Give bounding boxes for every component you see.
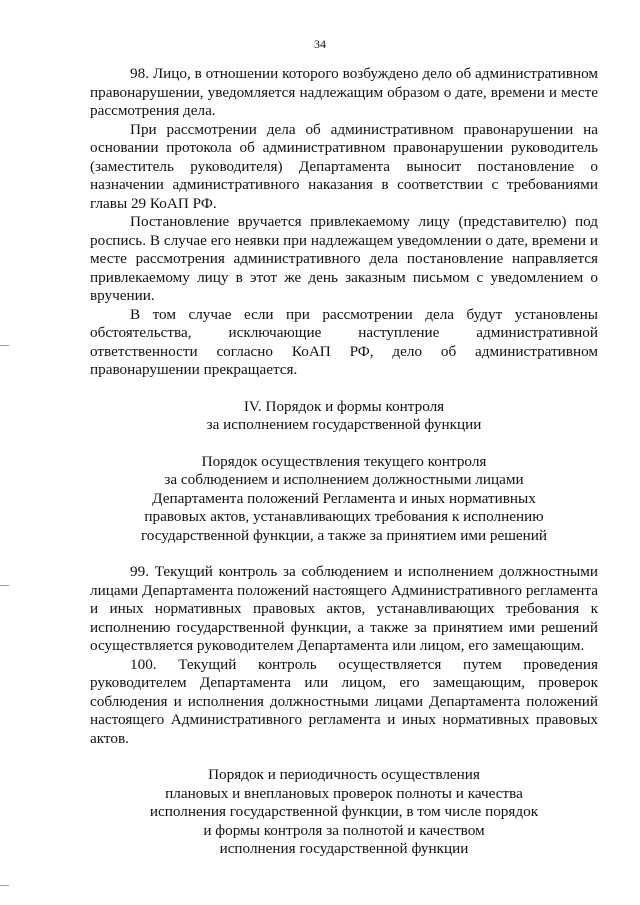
scan-mark (0, 585, 9, 586)
section-heading-line: IV. Порядок и формы контроля (243, 397, 445, 415)
paragraph-98-termination: В том случае если при рассмотрении дела будут установлены обстоятельства, исключающие наступление административной ответственности согласно КоАП РФ, дело об административном правонарушении прекращается. (90, 305, 598, 378)
subheading-line: и формы контроля за полнотой и качеством (203, 821, 485, 839)
subheading-line: Департамента положений Регламента и иных нормативных (152, 489, 536, 507)
subheading-line: правовых актов, устанавливающих требования к исполнению (144, 508, 544, 525)
section-heading-iv (90, 398, 598, 435)
paragraph-100: 100. Текущий контроль осуществляется путем проведения руководителем Департамента или лицом, его замещающим, проверок соблюдения и исполнения должностными лицами Департамента положений настоящего Административного регламента и иных нормативных правовых актов. (90, 655, 598, 747)
subheading-line: исполнения государственной функции (219, 840, 469, 857)
scan-mark (0, 345, 9, 346)
paragraph-98: 98. Лицо, в отношении которого возбуждено дело об административном правонарушении, уведомляется надлежащим образом о дате, времени и месте рассмотрения дела. (90, 65, 598, 119)
paragraph-98-delivery: Постановление вручается привлекаемому лицу (представителю) под роспись. В случае его неявки при надлежащем уведомлении о дате, времени и месте рассмотрения административного дела постановление направляется привлекаемому лицу в этот же день заказным письмом с уведомлением о вручении. (90, 213, 598, 304)
subheading-line: за соблюдением и исполнением должностными лицами (164, 471, 524, 488)
section-heading-line: за исполнением государственной функции (206, 416, 482, 433)
scan-mark (0, 885, 9, 886)
paragraph-98-decision: При рассмотрении дела об административном правонарушении на основании протокола об административном правонарушении руководитель (заместитель руководителя) Департамента выносит постановление о назначении административного наказания в соответствии с требованиями главы 29 КоАП РФ. (90, 120, 598, 212)
subheading-line: исполнения государственной функции, в том числе порядок (149, 803, 539, 820)
subheading-line: Порядок осуществления текущего контроля (201, 452, 487, 470)
subheading-periodicity (90, 766, 598, 859)
paragraph-99: 99. Текущий контроль за соблюдением и исполнением должностными лицами Департамента положений настоящего Административного регламента и иных нормативных правовых актов, устанавливающих требования к исполнению государственной функции, а также за принятием ими решений осуществляется руководителем Департамента или лицом, его замещающим. (90, 563, 598, 654)
subheading-line: плановых и внеплановых проверок полноты и качества (165, 784, 523, 802)
subheading-current-control (90, 453, 598, 546)
document-body (90, 65, 598, 859)
subheading-line: Порядок и периодичность осуществления (208, 766, 480, 783)
page-number: 34 (314, 37, 326, 51)
subheading-line: государственной функции, а также за принятием ими решений (140, 526, 548, 544)
